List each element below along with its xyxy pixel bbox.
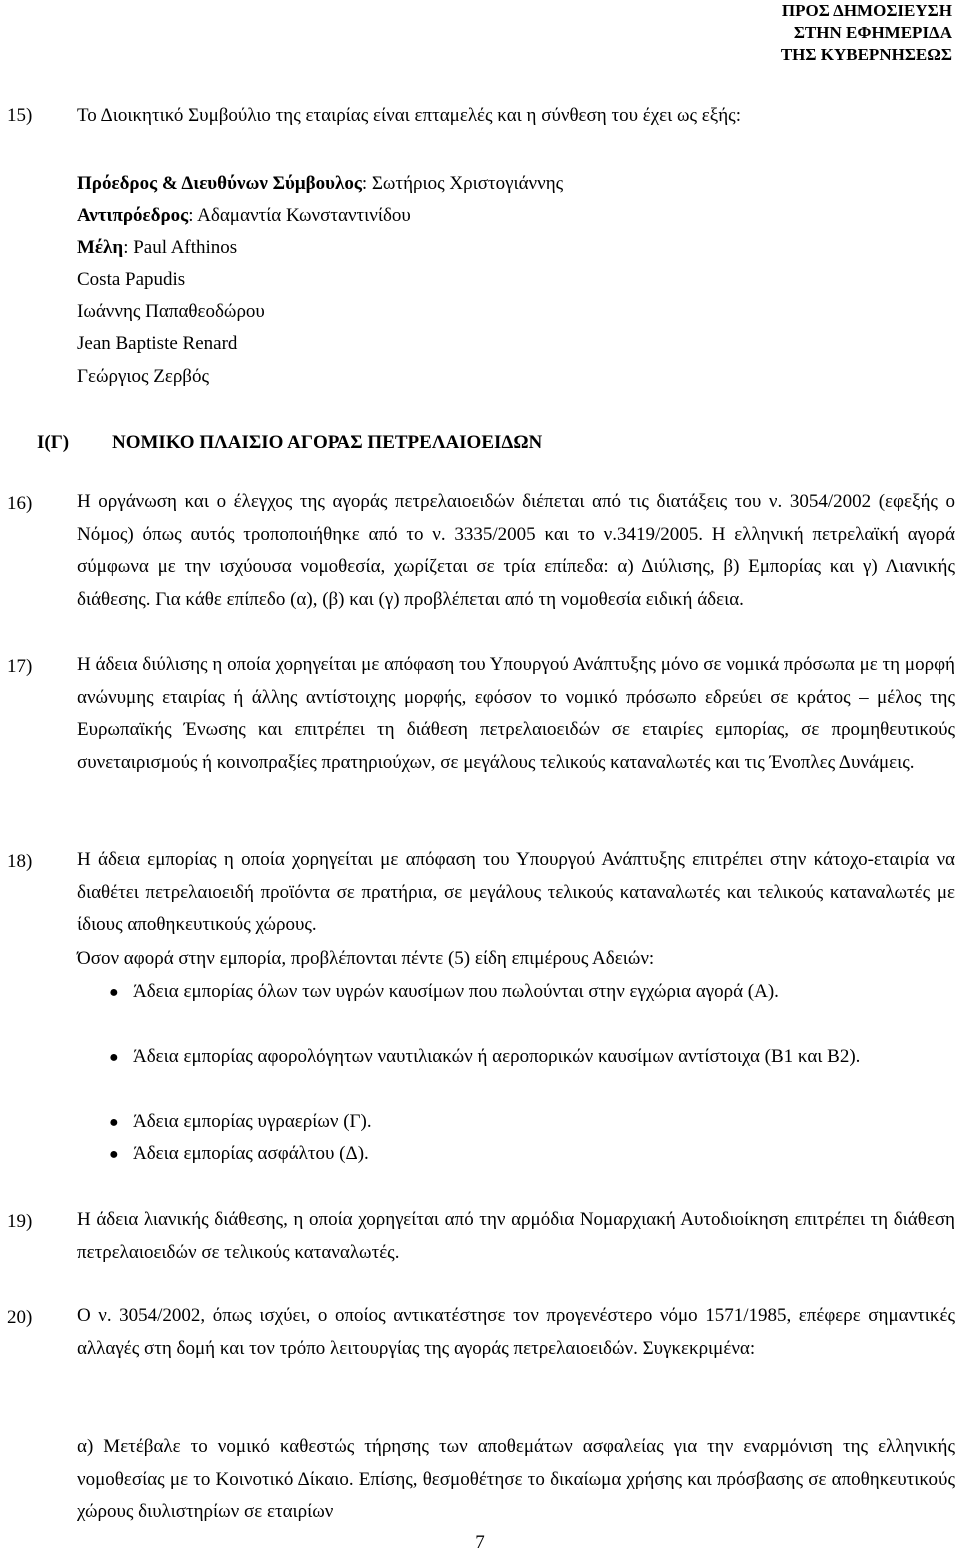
paragraph-20-sub-a: α) Μετέβαλε το νομικό καθεστώς τήρησης των αποθεμάτων ασφαλείας για την εναρμόνιση της ελληνικής νομοθεσίας με το Κοινοτικό Δίκαιο. Επίσης, θεσμοθέτησε το δικαίωμα χρήσης και πρόσβασης σε αποθηκευτικούς χώρους διυλιστηρίων σε εταιρίων (77, 1436, 955, 1522)
member-5: Γεώργιος Ζερβός (77, 366, 209, 387)
vice-label: Αντιπρόεδρος (77, 205, 189, 226)
paragraph-16-text: Η οργάνωση και ο έλεγχος της αγοράς πετρελαιοειδών διέπεται από τις διατάξεις του ν. 3054/2002 (εφεξής ο Νόμος) όπως αυτός τροποποιήθηκε από το ν. 3335/2005 και το ν.3419/2005. Η ελληνική πετρελαϊκή αγορά σύμφωνα με την ισχύουσα νομοθεσία, χωρίζεται σε τρία επίπεδα: α) Διύλισης, β) Εμπορίας και γ) Λιανικής διάθεσης. Για κάθε επίπεδο (α), (β) και (γ) προβλέπεται από τη νομοθεσία ειδική άδεια. (77, 491, 955, 610)
paragraph-number-15: 15) (7, 105, 33, 126)
header-line-1: ΠΡΟΣ ΔΗΜΟΣΙΕΥΣΗ (781, 1, 952, 20)
paragraph-number-17: 17) (7, 656, 33, 677)
bullet-item-2: Άδεια εμπορίας αφορολόγητων ναυτιλιακών ή αεροπορικών καυσίμων αντίστοιχα (Β1 και Β2). (133, 1046, 861, 1067)
paragraph-17-text: Η άδεια διύλισης η οποία χορηγείται με απόφαση του Υπουργού Ανάπτυξης μόνο σε νομικά πρόσωπα με τη μορφή ανώνυμης εταιρίας ή άλλης αντίστοιχης μορφής, εφόσον το νομικό πρόσωπο εδρεύει σε κράτος – μέλος της Ευρωπαϊκής Ένωσης και επιτρέπει τη διάθεση πετρελαιοειδών σε εταιρίες εμπορίας, σε προμηθευτικούς συνεταιρισμούς ή κοινοπραξίες πρατηριούχων, σε μεγάλους τελικούς καταναλωτές και τις Ένοπλες Δυνάμεις. (77, 654, 955, 773)
page-number: 7 (475, 1532, 485, 1553)
paragraph-18-text: Η άδεια εμπορίας η οποία χορηγείται με απόφαση του Υπουργού Ανάπτυξης επιτρέπει στην κάτοχο-εταιρία να διαθέτει πετρελαιοειδή προϊόντα σε πρατήρια, σε μεγάλους τελικούς καταναλωτές και τελικούς καταναλωτές με ίδιους αποθηκευτικούς χώρους. (77, 849, 955, 935)
publication-header (781, 0, 952, 66)
paragraph-number-19: 19) (7, 1211, 33, 1232)
bullet-item-4: Άδεια εμπορίας ασφάλτου (Δ). (133, 1143, 369, 1164)
board-vice-line (77, 205, 411, 227)
header-line-3: ΤΗΣ ΚΥΒΕΡΝΗΣΕΩΣ (780, 45, 952, 64)
paragraph-20-text: Ο ν. 3054/2002, όπως ισχύει, ο οποίος αντικατέστησε τον προγενέστερο νόμο 1571/1985, επέφερε σημαντικές αλλαγές στη δομή και τον τρόπο λειτουργίας της αγοράς πετρελαιοειδών. Συγκεκριμένα: (77, 1305, 955, 1359)
board-members-line (77, 237, 237, 259)
member-4: Jean Baptiste Renard (77, 333, 238, 354)
bullet-glyph: ● (109, 1146, 119, 1163)
section-label: Ι(Γ) (37, 432, 70, 453)
member-2: Costa Papudis (77, 269, 186, 290)
paragraph-19-text: Η άδεια λιανικής διάθεσης, η οποία χορηγείται από την αρμόδια Νομαρχιακή Αυτοδιοίκηση επιτρέπει τη διάθεση πετρελαιοειδών σε τελικούς καταναλωτές. (77, 1209, 955, 1263)
paragraph-number-20: 20) (7, 1307, 33, 1328)
bullet-item-1: Άδεια εμπορίας όλων των υγρών καυσίμων που πωλούνται στην εγχώρια αγορά (Α). (133, 981, 779, 1002)
paragraph-number-18: 18) (7, 851, 33, 872)
bullet-item-3: Άδεια εμπορίας υγραερίων (Γ). (133, 1111, 372, 1132)
bullet-glyph: ● (109, 1049, 119, 1066)
paragraph-18-intro: Όσον αφορά στην εμπορία, προβλέπονται πέντε (5) είδη επιμέρους Αδειών: (77, 948, 655, 969)
chair-label: Πρόεδρος & Διευθύνων Σύμβουλος (77, 173, 362, 194)
bullet-glyph: ● (109, 984, 119, 1001)
vice-name: : Αδαμαντία Κωνσταντινίδου (188, 205, 411, 226)
header-line-2: ΣΤΗΝ ΕΦΗΜΕΡΙΔΑ (793, 23, 952, 42)
chair-name: : Σωτήριος Χριστογιάννης (361, 173, 564, 194)
bullet-glyph: ● (109, 1114, 119, 1131)
paragraph-15-text: Το Διοικητικό Συμβούλιο της εταιρίας είναι επταμελές και η σύνθεση του έχει ως εξής: (77, 105, 741, 126)
members-label: Μέλη (77, 237, 124, 258)
paragraph-number-16: 16) (7, 493, 33, 514)
board-chair-line (77, 173, 563, 195)
member-1: : Paul Afthinos (123, 237, 238, 258)
member-3: Ιωάννης Παπαθεοδώρου (77, 301, 265, 322)
section-title: ΝΟΜΙΚΟ ΠΛΑΙΣΙΟ ΑΓΟΡΑΣ ΠΕΤΡΕΛΑΙΟΕΙΔΩΝ (112, 432, 543, 453)
